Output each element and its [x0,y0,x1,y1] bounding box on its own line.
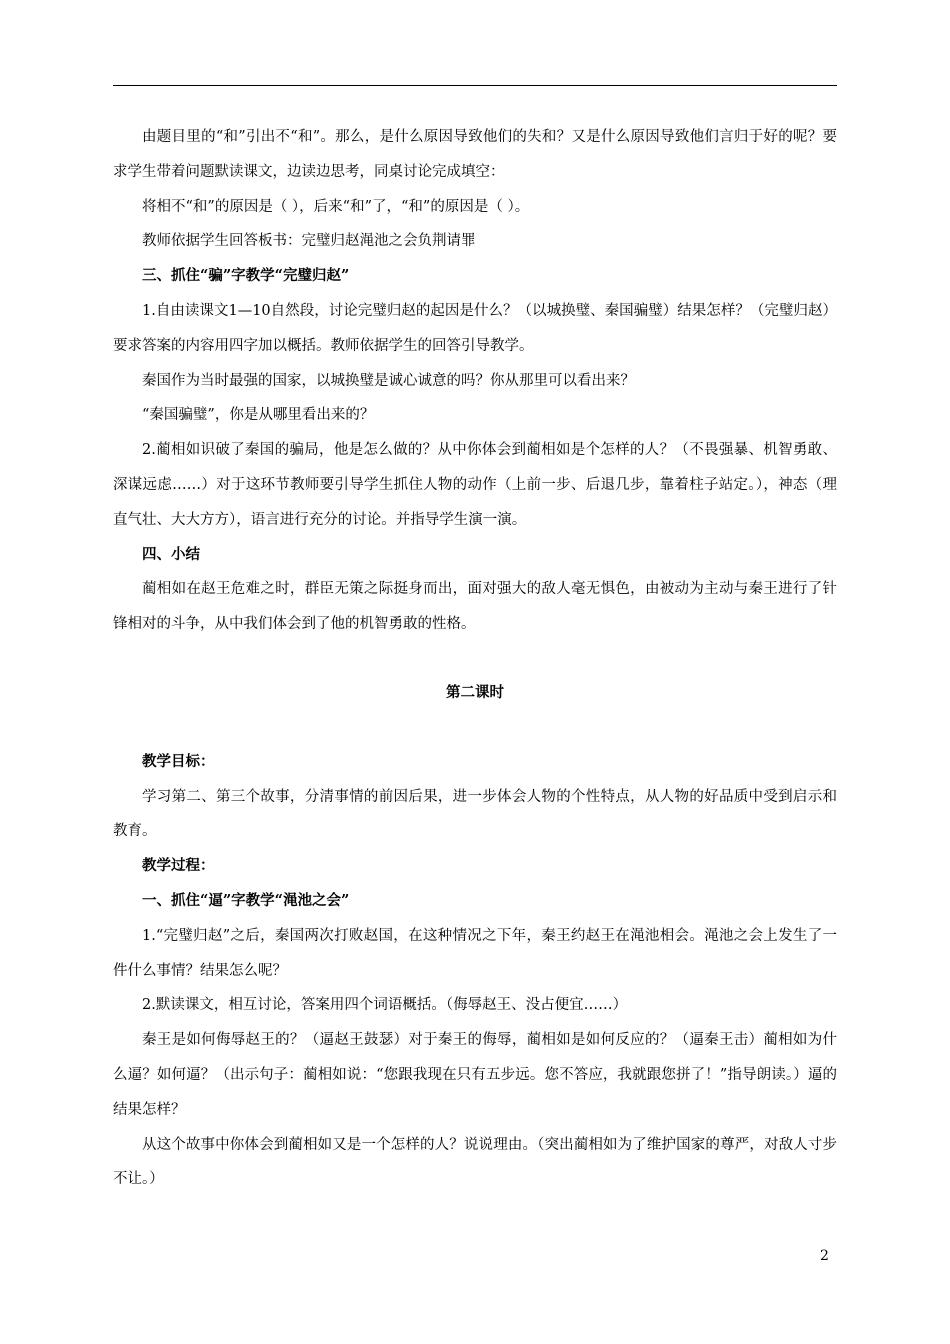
page-number: 2 [820,1248,829,1264]
paragraph: 蔺相如在赵王危难之时，群臣无策之际挺身而出，面对强大的敌人毫无惧色，由被动为主动与秦王进行了针锋相对的斗争，从中我们体会到了他的机智勇敢的性格。 [113,581,837,633]
lesson-title: 第二课时 [446,683,504,701]
document-body [113,120,837,1197]
section-heading: 四、小结 [142,545,200,563]
section-heading: 一、抓住“逼”字教学“渑池之会” [142,891,350,909]
section-heading: 教学过程： [142,857,215,875]
header-rule [113,85,837,86]
paragraph: “秦国骗璧”，你是从哪里看出来的？ [142,407,375,424]
paragraph: 2.蔺相如识破了秦国的骗局，他是怎么做的？从中你体会到蔺相如是个怎样的人？（不畏强暴、机智勇敢、深谋远虑……）对于这环节教师要引导学生抓住人物的动作（上前一步、后退几步，靠着柱子站定。），神态（理直气壮、大大方方），语言进行充分的讨论。并指导学生演一演。 [113,442,837,528]
paragraph: 教师依据学生回答板书：完璧归赵渑池之会负荆请罪 [142,233,476,250]
paragraph: 1.自由读课文1—10自然段，讨论完璧归赵的起因是什么？（以城换璧、秦国骗璧）结果怎样？（完璧归赵）要求答案的内容用四字加以概括。教师依据学生的回答引导教学。 [113,302,837,354]
paragraph: 2.默读课文，相互讨论，答案用四个词语概括。（侮辱赵王、没占便宜……） [142,997,628,1014]
section-heading: 教学目标： [142,752,215,770]
paragraph: 1.“完璧归赵”之后，秦国两次打败赵国，在这种情况之下年，秦王约赵王在渑池相会。渑池之会上发生了一件什么事情？结果怎么呢？ [113,927,837,979]
spacer [113,711,837,745]
paragraph: 学习第二、第三个故事，分清事情的前因后果，进一步体会人物的个性特点，从人物的好品质中受到启示和教育。 [113,788,837,840]
paragraph: 秦王是如何侮辱赵王的？（逼赵王鼓瑟）对于秦王的侮辱，蔺相如是如何反应的？（逼秦王击）蔺相如为什么逼？如何逼？（出示句子：蔺相如说：“您跟我现在只有五步远。您不答应，我就跟您拼了！”指导朗读。）逼的结果怎样？ [113,1032,837,1118]
spacer [113,642,837,676]
section-heading: 三、抓住“骗”字教学“完璧归赵” [142,267,350,285]
paragraph: 从这个故事中你体会到蔺相如又是一个怎样的人？说说理由。（突出蔺相如为了维护国家的尊严，对敌人寸步不让。） [113,1136,837,1188]
paragraph: 秦国作为当时最强的国家，以城换璧是诚心诚意的吗？你从那里可以看出来？ [142,372,635,389]
paragraph: 将相不“和”的原因是（ ），后来“和”了，“和”的原因是（ ）。 [142,198,530,215]
paragraph: 由题目里的“和”引出不“和”。那么，是什么原因导致他们的失和？又是什么原因导致他们言归于好的呢？要求学生带着问题默读课文，边读边思考，同桌讨论完成填空： [113,129,837,180]
